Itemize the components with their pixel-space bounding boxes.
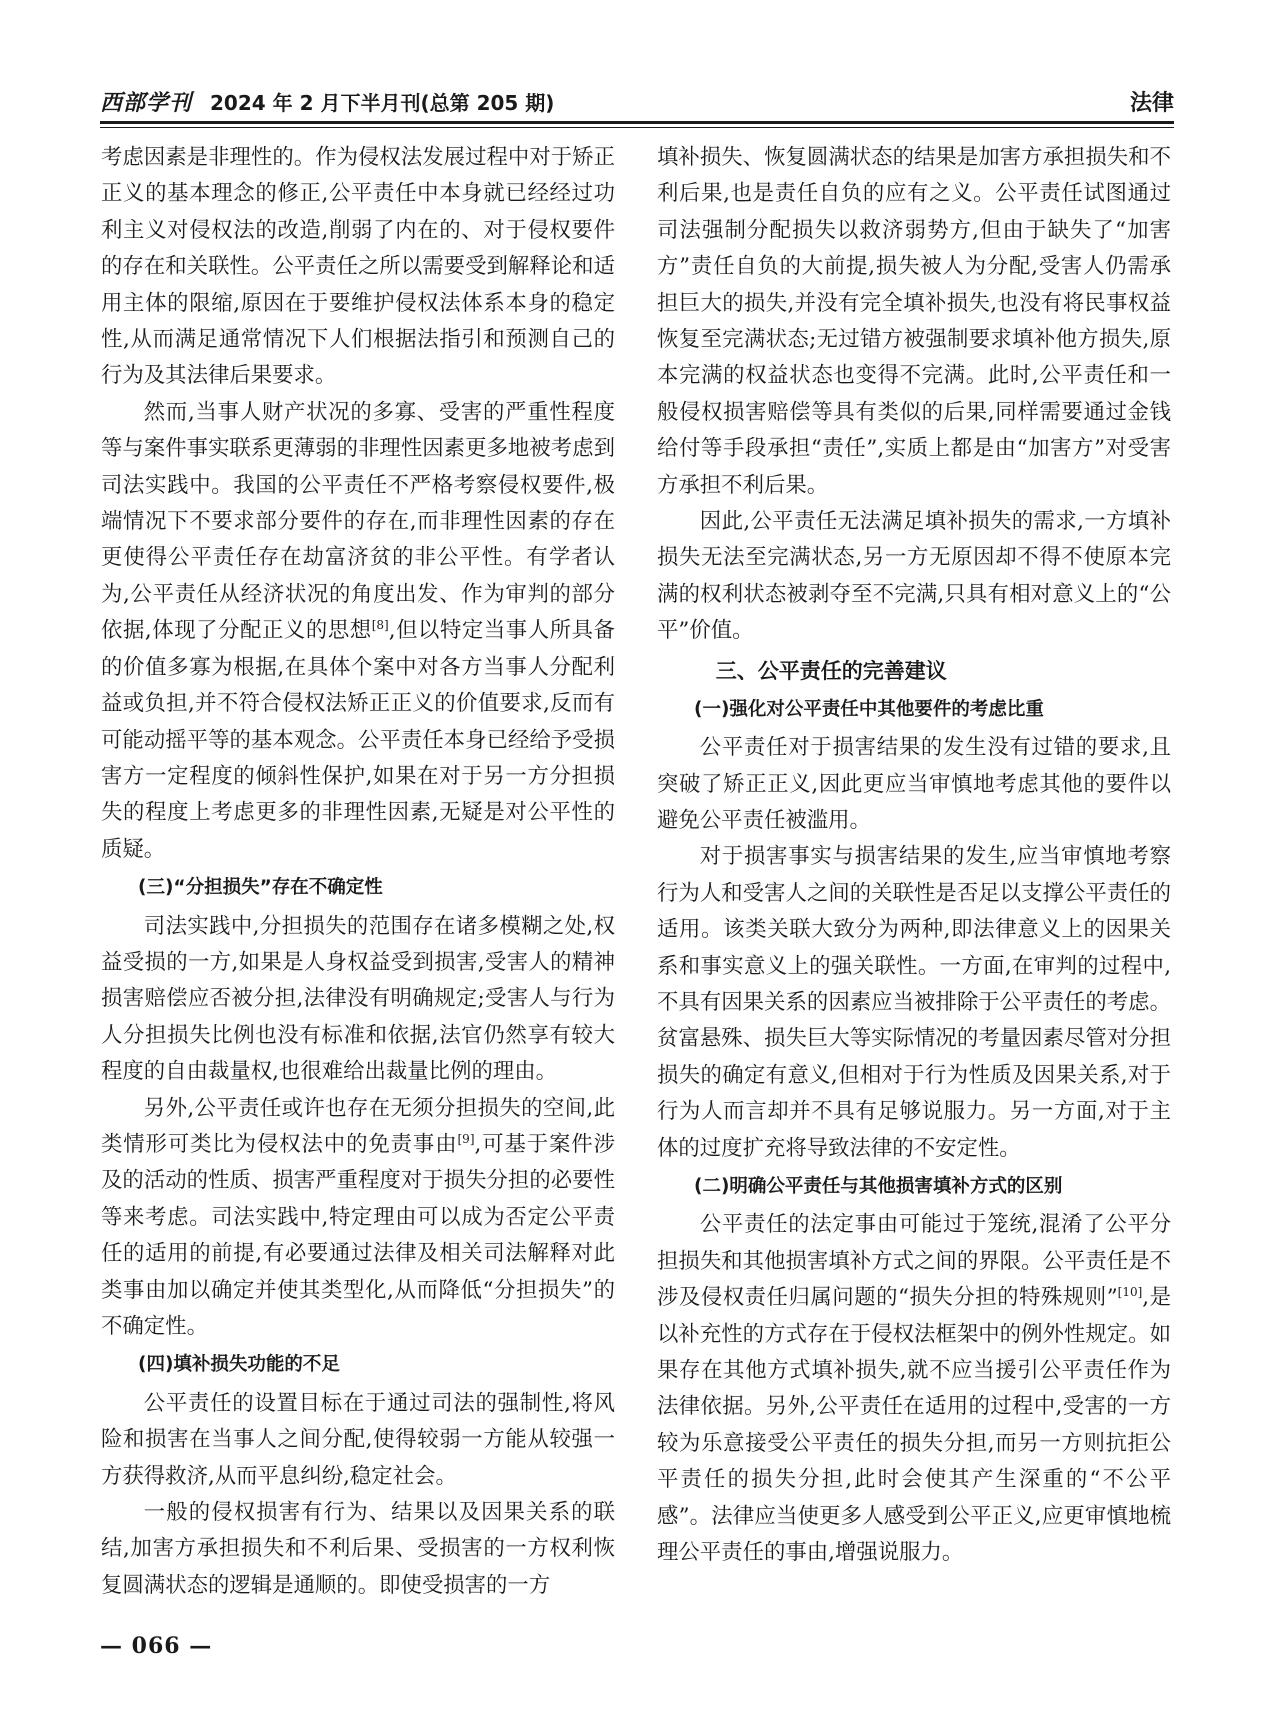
paragraph	[101, 395, 615, 868]
citation: [8]	[371, 618, 389, 633]
citation: [10]	[1117, 1285, 1143, 1300]
subsection-heading: (四)填补损失功能的不足	[138, 1354, 340, 1376]
paragraph-text: 然而,当事人财产状况的多寡、受害的严重性程度等与案件事实联系更薄弱的非理性因素更多地被考虑到司法实践中。我国的公平责任不严格考察侵权要件,极端情况下不要求部分要件的存在,而非理性因素的存在更使得公平责任存在劫富济贫的非公平性。有学者认为,公平责任从经济状况的角度出发、作为审判的部分依据,体现了分配正义的思想	[101, 399, 615, 644]
paragraph: 司法实践中,分担损失的范围存在诸多模糊之处,权益受损的一方,如果是人身权益受到损害,受害人的精神损害赔偿应否被分担,法律没有明确规定;受害人与行为人分担损失比例也没有标准和依据,法官仍然享有较大程度的自由裁量权,也很难给出裁量比例的理由。	[101, 913, 615, 1085]
paragraph	[101, 1091, 615, 1346]
running-header	[100, 86, 1174, 122]
paragraph: 一般的侵权损害有行为、结果以及因果关系的联结,加害方承担损失和不利后果、受损害的一方权利恢复圆满状态的逻辑是通顺的。即使受损害的一方	[101, 1500, 615, 1598]
paragraph: 公平责任的设置目标在于通过司法的强制性,将风险和损害在当事人之间分配,使得较弱一方能从较强一方获得救济,从而平息纠纷,稳定社会。	[101, 1390, 615, 1489]
page-number: — 066 —	[100, 1633, 213, 1659]
subsection-heading: (二)明确公平责任与其他损害填补方式的区别	[694, 1175, 1063, 1197]
paragraph: 因此,公平责任无法满足填补损失的需求,一方填补损失无法至完满状态,另一方无原因却不得不使原本完满的权利状态被剥夺至不完满,只具有相对意义上的“公平”价值。	[657, 509, 1171, 644]
paragraph: 考虑因素是非理性的。作为侵权法发展过程中对于矫正正义的基本理念的修正,公平责任中本身就已经经过功利主义对侵权法的改造,削弱了内在的、对于侵权要件的存在和关联性。公平责任之所以需要受到解释论和适用主体的限缩,原因在于要维护侵权法体系本身的稳定性,从而满足通常情况下人们根据法指引和预测自己的行为及其法律后果要求。	[101, 145, 615, 389]
section-heading: 三、公平责任的完善建议	[715, 658, 947, 683]
subsection-heading: (一)强化对公平责任中其他要件的考虑比重	[694, 698, 1044, 720]
left-column	[101, 140, 615, 1604]
issue-info: 2024 年 2 月下半月刊(总第 205 期)	[210, 91, 555, 115]
paragraph-text: ,可基于案件涉及的活动的性质、损害严重程度对于损失分担的必要性等来考虑。司法实践中,特定理由可以成为否定公平责任的适用的前提,有必要通过法律及相关司法解释对此类事由加以确定并使其类型化,从而降低“分担损失”的不确定性。	[101, 1131, 615, 1339]
right-column	[657, 140, 1171, 1571]
paragraph-text: ,但以特定当事人所具备的价值多寡为根据,在具体个案中对各方当事人分配利益或负担,并不符合侵权法矫正正义的价值要求,反而有可能动摇平等的基本观念。公平责任本身已经给予受损害方一定程度的倾斜性保护,如果在对于另一方分担损失的程度上考虑更多的非理性因素,无疑是对公平性的质疑。	[101, 618, 615, 862]
paragraph-text: 另外,公平责任或许也存在无须分担损失的空间,此类情形可类比为侵权法中的免责事由	[101, 1095, 615, 1157]
citation: [9]	[457, 1131, 475, 1146]
paragraph	[657, 1207, 1171, 1571]
section-name: 法律	[1129, 91, 1174, 116]
paragraph-text: ,是以补充性的方式存在于侵权法框架中的例外性规定。如果存在其他方式填补损失,就不应当援引公平责任作为法律依据。另外,公平责任在适用的过程中,受害的一方较为乐意接受公平责任的损失分担,而另一方则抗拒公平责任的损失分担,此时会使其产生深重的“不公平感”。法律应当使更多人感受到公平正义,应更审慎地梳理公平责任的事由,增强说服力。	[657, 1285, 1171, 1566]
header-rule-thick	[100, 121, 1174, 124]
subsection-heading: (三)“分担损失”存在不确定性	[138, 877, 383, 899]
journal-logo: 西部学刊	[100, 91, 193, 116]
header-rule-thin	[100, 127, 1174, 128]
paragraph: 填补损失、恢复圆满状态的结果是加害方承担损失和不利后果,也是责任自负的应有之义。公平责任试图通过司法强制分配损失以救济弱势方,但由于缺失了“加害方”责任自负的大前提,损失被人为分配,受害人仍需承担巨大的损失,并没有完全填补损失,也没有将民事权益恢复至完满状态;无过错方被强制要求填补他方损失,原本完满的权益状态也变得不完满。此时,公平责任和一般侵权损害赔偿等具有类似的后果,同样需要通过金钱给付等手段承担“责任”,实质上都是由“加害方”对受害方承担不利后果。	[657, 145, 1171, 498]
paragraph: 公平责任对于损害结果的发生没有过错的要求,且突破了矫正正义,因此更应当审慎地考虑其他的要件以避免公平责任被滥用。	[657, 735, 1171, 833]
paragraph: 对于损害事实与损害结果的发生,应当审慎地考察行为人和受害人之间的关联性是否足以支撑公平责任的适用。该类关联大致分为两种,即法律意义上的因果关系和事实意义上的强关联性。一方面,在审判的过程中,不具有因果关系的因素应当被排除于公平责任的考虑。贫富悬殊、损失巨大等实际情况的考量因素尽管对分担损失的确定有意义,但相对于行为性质及因果关系,对于行为人而言却并不具有足够说服力。另一方面,对于主体的过度扩充将导致法律的不安定性。	[657, 844, 1171, 1161]
paragraph-text: 公平责任的法定事由可能过于笼统,混淆了公平分担损失和其他损害填补方式之间的界限。公平责任是不涉及侵权责任归属问题的“损失分担的特殊规则”	[657, 1212, 1171, 1311]
